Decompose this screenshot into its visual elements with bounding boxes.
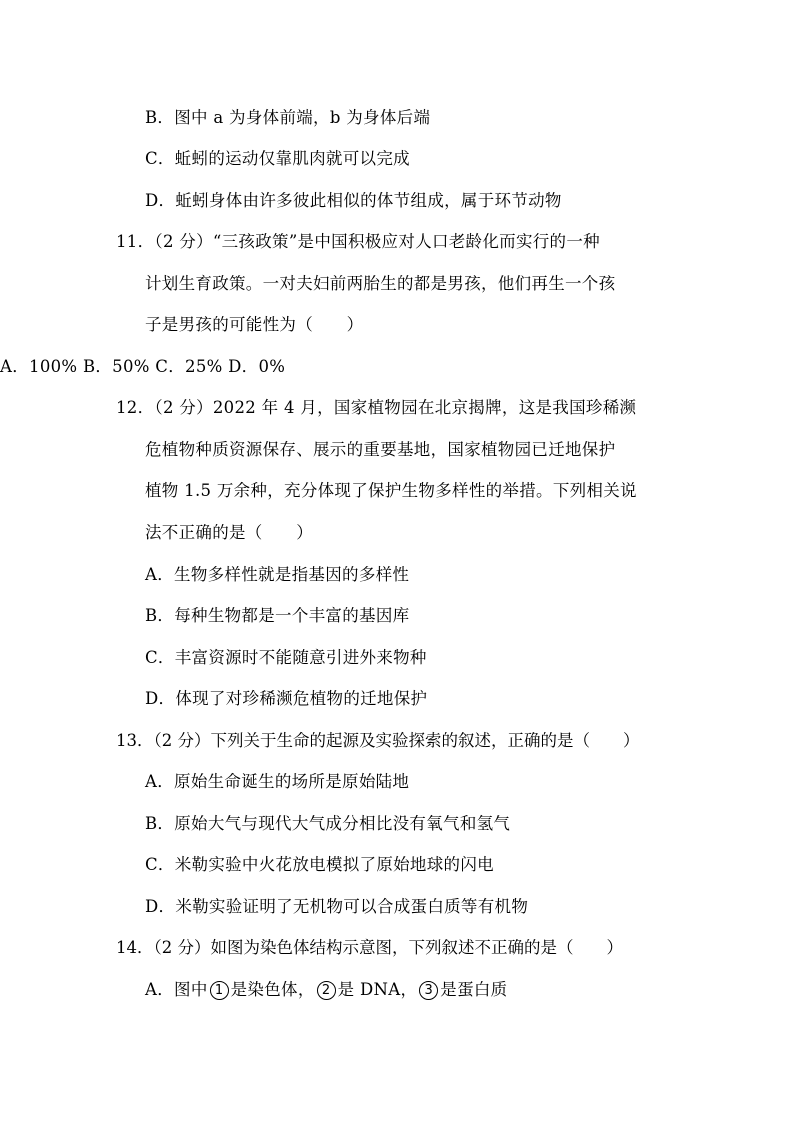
q14-option-a-mid1: 是染色体， bbox=[230, 980, 315, 999]
q11-stem-line1: 11．（2 分）“三孩政策”是中国积极应对人口老龄化而实行的一种 bbox=[116, 232, 600, 251]
q14-option-a-prefix: A．图中 bbox=[145, 980, 208, 999]
q11-option-d: D．0% bbox=[228, 357, 286, 376]
q10-option-b: B．图中 a 为身体前端，b 为身体后端 bbox=[145, 108, 431, 127]
q11-option-a: A．100% bbox=[0, 357, 78, 376]
q11-options-row bbox=[0, 355, 794, 379]
q12-stem-line2: 危植物种质资源保存、展示的重要基地，国家植物园已迁地保护 bbox=[145, 440, 616, 459]
q12-option-b: B．每种生物都是一个丰富的基因库 bbox=[145, 606, 410, 625]
q13-option-b: B．原始大气与现代大气成分相比没有氧气和氢气 bbox=[145, 814, 511, 833]
q14-option-a-end: 是蛋白质 bbox=[440, 980, 508, 999]
q11-stem-line2: 计划生育政策。一对夫妇前两胎生的都是男孩，他们再生一个孩 bbox=[145, 274, 616, 293]
q14-option-a bbox=[145, 978, 507, 1002]
circled-number-3: 3 bbox=[419, 981, 438, 1000]
q12-stem-line4: 法不正确的是（ ） bbox=[145, 523, 313, 542]
q13-stem-line1: 13．（2 分）下列关于生命的起源及实验探索的叙述，正确的是（ ） bbox=[116, 731, 640, 750]
q11-stem-line3: 子是男孩的可能性为（ ） bbox=[145, 315, 364, 334]
q12-option-c: C．丰富资源时不能随意引进外来物种 bbox=[145, 648, 427, 667]
q12-stem-line3: 植物 1.5 万余种，充分体现了保护生物多样性的举措。下列相关说 bbox=[145, 481, 637, 500]
q10-option-d: D．蚯蚓身体由许多彼此相似的体节组成，属于环节动物 bbox=[145, 191, 562, 210]
circled-number-1: 1 bbox=[210, 981, 229, 1000]
q11-option-c: C．25% bbox=[155, 357, 223, 376]
q13-option-d: D．米勒实验证明了无机物可以合成蛋白质等有机物 bbox=[145, 897, 529, 916]
q12-option-a: A．生物多样性就是指基因的多样性 bbox=[145, 565, 410, 584]
q12-stem-line1: 12．（2 分）2022 年 4 月，国家植物园在北京揭牌，这是我国珍稀濒 bbox=[116, 398, 637, 417]
q10-option-c: C．蚯蚓的运动仅靠肌肉就可以完成 bbox=[145, 149, 410, 168]
q13-option-a: A．原始生命诞生的场所是原始陆地 bbox=[145, 772, 410, 791]
q13-option-c: C．米勒实验中火花放电模拟了原始地球的闪电 bbox=[145, 855, 494, 874]
circled-number-2: 2 bbox=[317, 981, 336, 1000]
q14-stem-line1: 14．（2 分）如图为染色体结构示意图，下列叙述不正确的是（ ） bbox=[116, 938, 623, 957]
q11-option-b: B．50% bbox=[82, 357, 150, 376]
q14-option-a-mid2: 是 DNA， bbox=[337, 980, 418, 999]
q12-option-d: D．体现了对珍稀濒危植物的迁地保护 bbox=[145, 689, 428, 708]
